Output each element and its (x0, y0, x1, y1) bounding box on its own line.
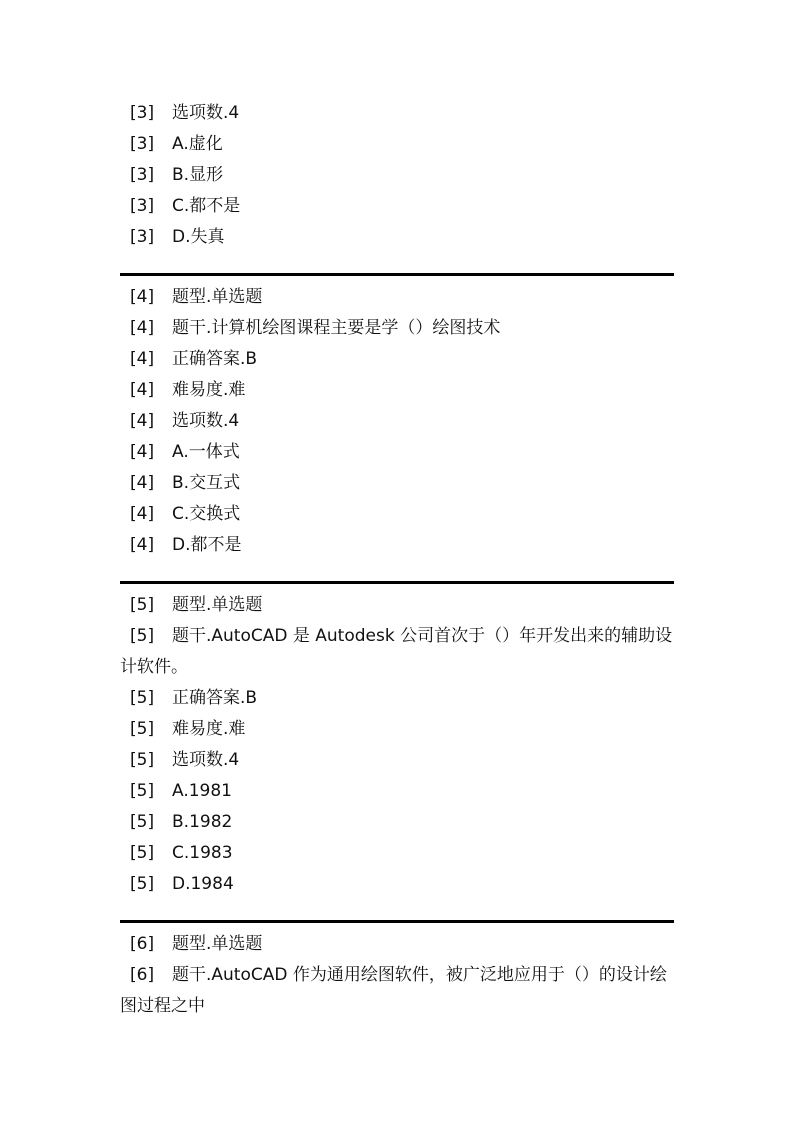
line-text: 题型.单选题 (172, 595, 263, 615)
question-number: [5] (130, 781, 155, 801)
question-line (120, 714, 674, 745)
question-block-4 (120, 282, 674, 561)
line-text: C.都不是 (172, 196, 241, 216)
line-text: A.一体式 (172, 442, 240, 462)
question-number: [5] (130, 688, 155, 708)
line-text: 选项数.4 (172, 750, 240, 770)
question-number: [3] (130, 134, 155, 154)
line-text: C.1983 (172, 843, 233, 863)
question-line (120, 683, 674, 714)
question-number: [5] (130, 812, 155, 832)
question-number: [4] (130, 504, 155, 524)
question-line (120, 98, 674, 129)
question-line (120, 838, 674, 869)
question-line (120, 313, 674, 344)
line-text: 正确答案.B (172, 688, 258, 708)
line-text: 正确答案.B (172, 349, 258, 369)
line-text: 题干.AutoCAD 是 Autodesk 公司首次于（）年开发出来的辅助设计软件。 (120, 626, 673, 677)
question-line (120, 191, 674, 222)
section-divider (120, 581, 674, 584)
question-stem (120, 621, 674, 683)
question-number: [3] (130, 196, 155, 216)
question-number: [6] (130, 965, 155, 985)
question-line (120, 776, 674, 807)
question-number: [5] (130, 626, 155, 646)
question-line (120, 929, 674, 960)
question-line (120, 745, 674, 776)
question-number: [3] (130, 227, 155, 247)
question-line (120, 375, 674, 406)
section-divider (120, 273, 674, 276)
line-text: 题型.单选题 (172, 934, 263, 954)
question-line (120, 160, 674, 191)
question-number: [5] (130, 843, 155, 863)
line-text: 难易度.难 (172, 719, 246, 739)
question-number: [5] (130, 595, 155, 615)
line-text: 难易度.难 (172, 380, 246, 400)
line-text: C.交换式 (172, 504, 241, 524)
question-number: [6] (130, 934, 155, 954)
question-number: [4] (130, 442, 155, 462)
question-number: [4] (130, 287, 155, 307)
question-number: [4] (130, 473, 155, 493)
question-line (120, 530, 674, 561)
line-text: 选项数.4 (172, 103, 240, 123)
line-text: A.1981 (172, 781, 232, 801)
line-text: A.虚化 (172, 134, 223, 154)
question-block-6 (120, 929, 674, 1022)
question-line (120, 499, 674, 530)
question-number: [5] (130, 750, 155, 770)
question-number: [5] (130, 719, 155, 739)
question-number: [4] (130, 411, 155, 431)
question-stem (120, 960, 674, 1022)
question-line (120, 406, 674, 437)
question-block-3 (120, 98, 674, 253)
question-line (120, 590, 674, 621)
line-text: 题干.计算机绘图课程主要是学（）绘图技术 (172, 318, 501, 338)
line-text: D.都不是 (172, 535, 242, 555)
document-page (120, 98, 674, 1022)
line-text: 选项数.4 (172, 411, 240, 431)
question-line (120, 807, 674, 838)
question-number: [3] (130, 103, 155, 123)
question-line (120, 344, 674, 375)
line-text: D.失真 (172, 227, 225, 247)
question-line (120, 222, 674, 253)
question-number: [4] (130, 318, 155, 338)
question-number: [5] (130, 874, 155, 894)
question-number: [3] (130, 165, 155, 185)
question-line (120, 437, 674, 468)
line-text: B.1982 (172, 812, 233, 832)
line-text: 题型.单选题 (172, 287, 263, 307)
line-text: D.1984 (172, 874, 234, 894)
line-text: B.交互式 (172, 473, 241, 493)
question-line (120, 282, 674, 313)
question-block-5 (120, 590, 674, 900)
question-line (120, 468, 674, 499)
line-text: B.显形 (172, 165, 224, 185)
line-text: 题干.AutoCAD 作为通用绘图软件，被广泛地应用于（）的设计绘图过程之中 (120, 965, 667, 1016)
question-line (120, 869, 674, 900)
question-number: [4] (130, 349, 155, 369)
question-number: [4] (130, 380, 155, 400)
section-divider (120, 920, 674, 923)
question-number: [4] (130, 535, 155, 555)
question-line (120, 129, 674, 160)
